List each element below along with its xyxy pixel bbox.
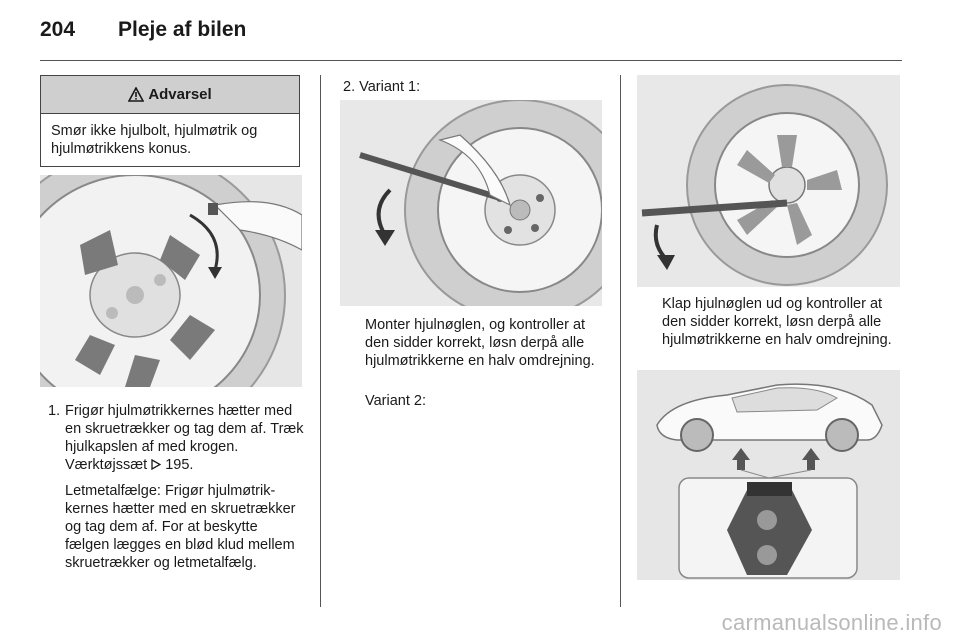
hubcap-removal-illustration <box>40 175 302 387</box>
variant-2-text: Klap hjulnøglen ud og kontroller at den sidder korrekt, løsn derpå alle hjulmøtrikkerne en halv omdrejning. <box>662 296 892 348</box>
step-1-ref[interactable]: 195. <box>165 457 194 473</box>
wheel-wrench-variant-2-illustration <box>637 75 900 287</box>
variant-1-text: Monter hjulnøglen, og kontroller at den sidder korrekt, løsn derpå alle hjulmøtrikkerne en halv omdrejning. <box>365 317 595 369</box>
warning-title: Advarsel <box>148 86 212 103</box>
page-title: Pleje af bilen <box>118 18 247 41</box>
variant-2-heading: Variant 2: <box>365 393 426 409</box>
warning-text: Smør ikke hjulbolt, hjulmøtrik og hjulmøtrikkens konus. <box>51 123 258 157</box>
warning-triangle-icon <box>128 87 144 102</box>
step-number: 1. <box>48 403 61 419</box>
column-divider-2 <box>620 75 621 607</box>
page-number: 204 <box>40 18 76 41</box>
wheel-wrench-variant-1-illustration <box>340 100 602 306</box>
header-divider <box>40 60 902 61</box>
watermark-text[interactable]: carmanualsonline.info <box>721 610 942 635</box>
warning-header <box>41 76 299 114</box>
step-1-text <box>65 402 304 474</box>
jack-position-illustration <box>637 370 900 580</box>
triangle-ref-icon <box>151 459 161 470</box>
alloy-rim-text: Letmetalfælge: Frigør hjulmøtrikkernes hætter med en skruetrækker og tag dem af. For at beskytte fælgen lægges en blød klud mellem skruetrækker og letmetalfælg. <box>65 483 296 571</box>
variant-1-heading: 2. Variant 1: <box>343 79 421 95</box>
page-header <box>40 18 900 62</box>
step-1 <box>48 402 304 580</box>
step-1-main-text: Frigør hjulmøtrikkernes hætter med en skruetrækker og tag dem af. Træk hjulkapslen af med krogen. Værktøjssæt <box>65 403 304 473</box>
column-divider-1 <box>320 75 321 607</box>
warning-box <box>40 75 300 167</box>
